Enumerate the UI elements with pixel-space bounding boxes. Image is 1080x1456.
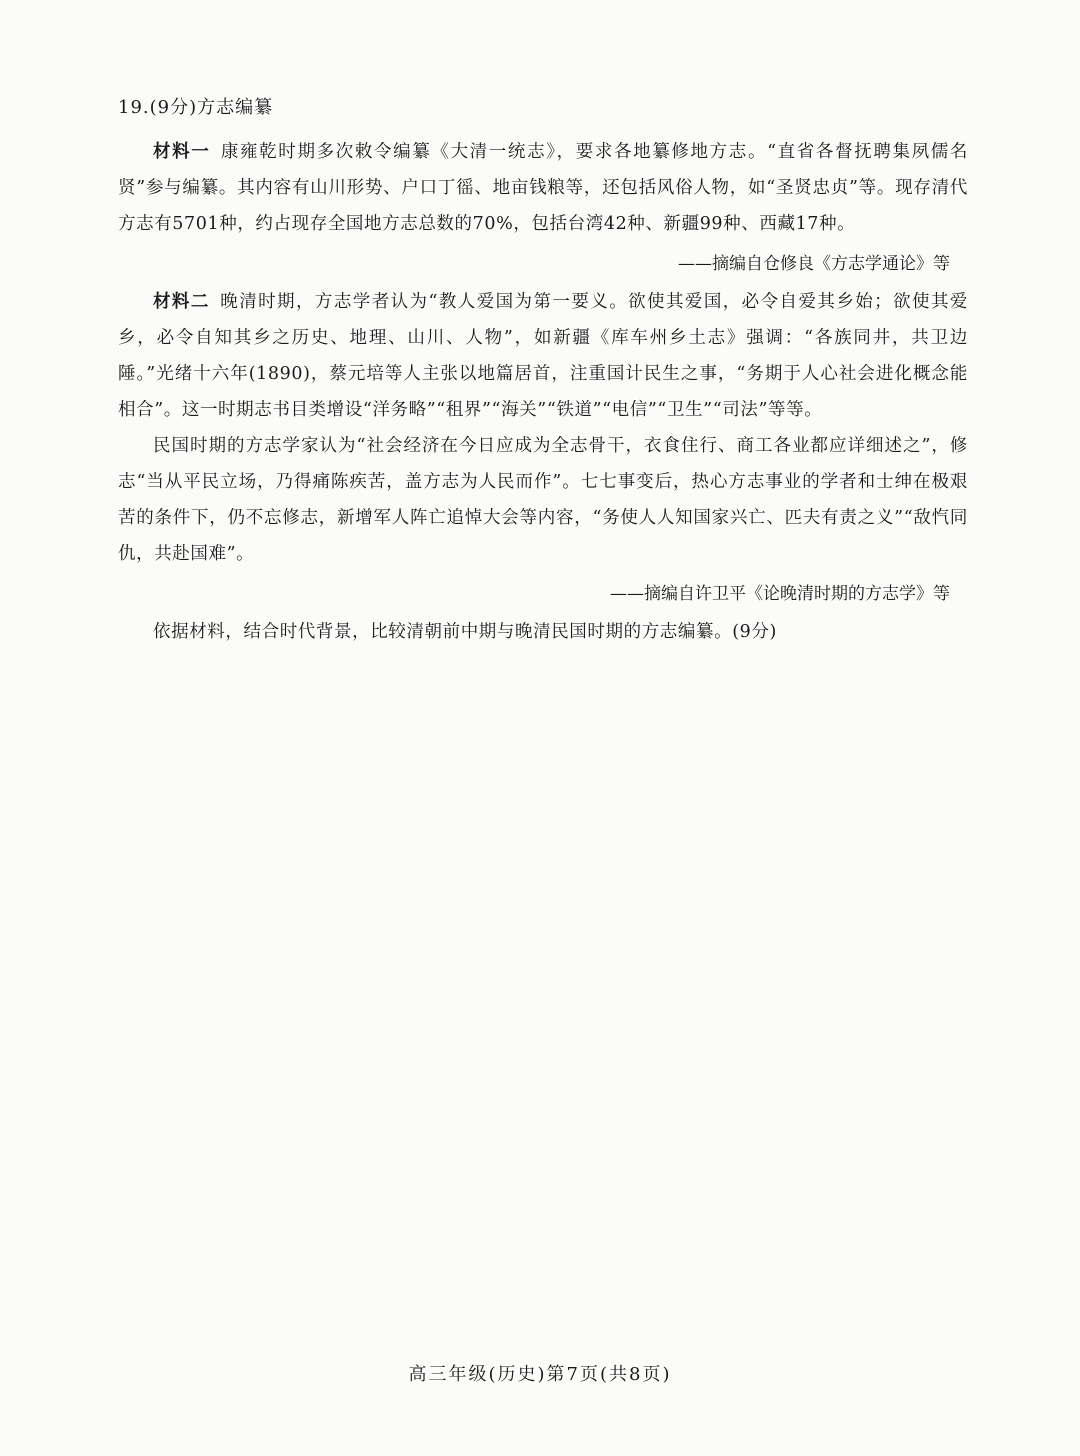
page-footer: 高三年级(历史)第7页(共8页) bbox=[408, 1364, 672, 1385]
material-2-paragraph-2: 民国时期的方志学家认为“社会经济在今日应成为全志骨干，衣食住行、商工各业都应详细述之”，修志“当从平民立场，乃得痛陈疾苦，盖方志为人民而作”。七七事变后，热心方志事业的学者和士绅在极艰苦的条件下，仍不忘修志，新增军人阵亡追悼大会等内容，“务使人人知国家兴亡、匹夫有责之义”“敌忾同仇，共赴国难”。 bbox=[118, 436, 968, 564]
material-2-text-1: 晚清时期，方志学者认为“教人爱国为第一要义。欲使其爱国，必令自爱其乡始；欲使其爱乡，必令自知其乡之历史、地理、山川、人物”，如新疆《库车州乡土志》强调：“各族同井，共卫边陲。”光绪十六年(1890)，蔡元培等人主张以地篇居首，注重国计民生之事，“务期于人心社会进化概念能相合”。这一时期志书目类增设“洋务略”“租界”“海关”“铁道”“电信”“卫生”“司法”等等。 bbox=[118, 292, 968, 420]
material-1-text: 康雍乾时期多次敕令编纂《大清一统志》，要求各地纂修地方志。“直省各督抚聘集夙儒名贤”参与编纂。其内容有山川形势、户口丁徭、地亩钱粮等，还包括风俗人物，如“圣贤忠贞”等。现存清代方志有5701种，约占现存全国地方志总数的70%，包括台湾42种、新疆99种、西藏17种。 bbox=[118, 142, 968, 234]
material-2-paragraph-1 bbox=[118, 284, 968, 428]
question-title: 19.(9分)方志编纂 bbox=[118, 97, 274, 118]
question-block bbox=[118, 92, 968, 650]
material-1-source: ——摘编自仓修良《方志学通论》等 bbox=[678, 254, 950, 274]
material-2-source: ——摘编自许卫平《论晚清时期的方志学》等 bbox=[610, 584, 950, 604]
material-1-label: 材料一 bbox=[153, 142, 211, 162]
question-prompt: 依据材料，结合时代背景，比较清朝前中期与晚清民国时期的方志编纂。(9分) bbox=[153, 622, 777, 642]
material-1-paragraph bbox=[118, 134, 968, 242]
material-2-label: 材料二 bbox=[153, 292, 210, 312]
